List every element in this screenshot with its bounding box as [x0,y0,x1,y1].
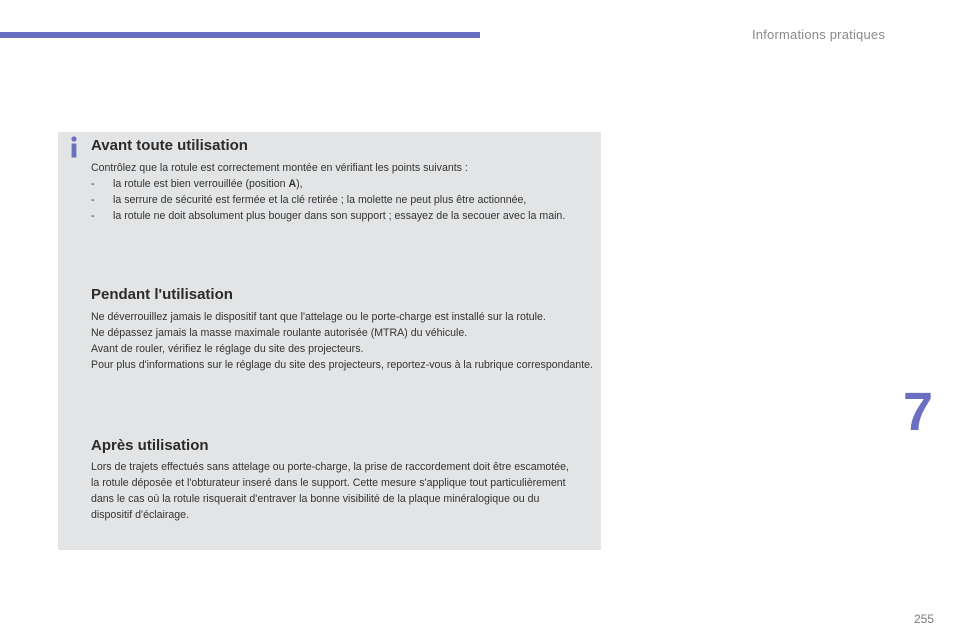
page-header-title: Informations pratiques [752,27,886,42]
page-number: 255 [914,612,935,626]
text-line: Ne déverrouillez jamais le dispositif tant que l'attelage ou le porte-charge est installé sur la rotule. [91,311,546,323]
chapter-number: 7 [903,382,934,442]
section-body-avant [91,160,597,224]
bullet-item: - la rotule est bien verrouillée (position A), [91,178,303,190]
section-heading-apres: Après utilisation [91,437,209,454]
text-line: Ne dépassez jamais la masse maximale roulante autorisée (MTRA) du véhicule. [91,327,468,339]
bullet-item: - la rotule ne doit absolument plus bouger dans son support ; essayez de la secouer avec la main. [91,210,566,222]
text-line: Avant de rouler, vérifiez le réglage du site des projecteurs. [91,343,364,355]
top-accent-bar [0,32,480,38]
section-heading-avant: Avant toute utilisation [91,137,248,154]
section-body-apres: Lors de trajets effectués sans attelage ou porte-charge, la prise de raccordement doit être escamotée, la rotule déposée et l'obturateur inseré dans le support. Cette mesure s'applique tout particulièrement dans le cas où la rotule risquerait d'entraver la bonne visibilité de la plaque minéralogique ou du dispositif d'éclairage. [91,461,569,521]
bullet-item: - la serrure de sécurité est fermée et la clé retirée ; la molette ne peut plus être actionnée, [91,194,527,206]
info-icon [68,136,80,158]
section-heading-pendant: Pendant l'utilisation [91,286,233,303]
intro-text: Contrôlez que la rotule est correctement montée en vérifiant les points suivants : [91,162,468,174]
text-line: Pour plus d'informations sur le réglage du site des projecteurs, reportez-vous à la rubrique correspondante. [91,359,593,371]
section-body-pendant [91,309,597,373]
